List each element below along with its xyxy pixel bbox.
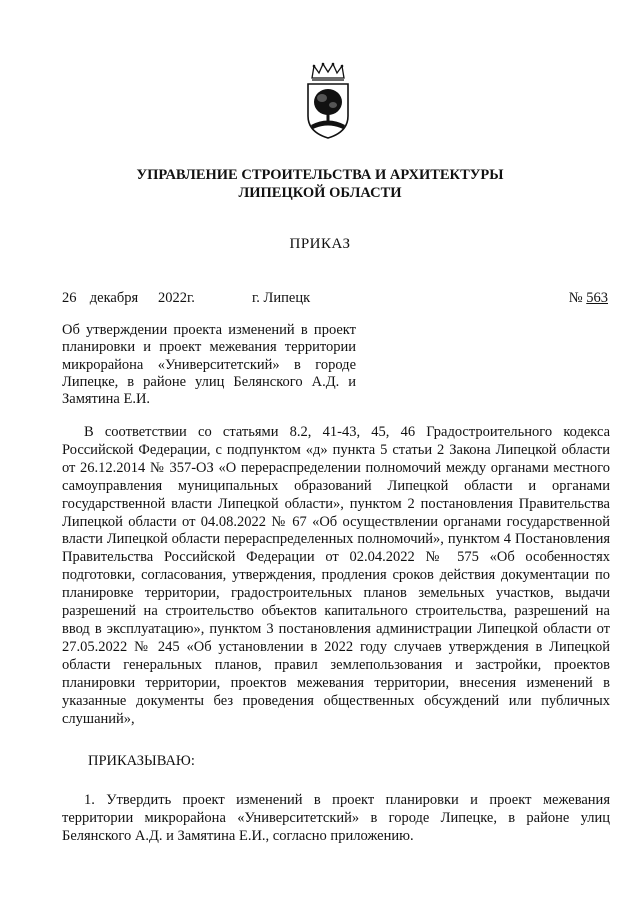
organization-name [0,166,640,202]
order-item-1: 1. Утвердить проект изменений в проект планировки и проект межевания территории микрорайона «Университетский» в городе Липецке, в районе улиц Белянского А.Д. и Замятина Е.И., согласно приложению. [62,792,610,844]
document-type-title: ПРИКАЗ [289,236,351,252]
order-word: ПРИКАЗЫВАЮ: [88,753,195,769]
org-name-line-1: УПРАВЛЕНИЕ СТРОИТЕЛЬСТВА И АРХИТЕКТУРЫ [136,167,504,183]
document-number-value: 563 [586,290,608,306]
document-date: 26 декабря 2022г. [62,290,195,306]
document-number [569,290,608,307]
document-city: г. Липецк [252,290,311,306]
lipetsk-oblast-coat-of-arms-icon [302,62,354,140]
document-subject: Об утверждении проекта изменений в проект планировки и проект межевания территории микрорайона «Университетский» в городе Липецке, в районе улиц Белянского А.Д. и Замятина Е.И. [62,322,356,408]
org-name-line-2: ЛИПЕЦКОЙ ОБЛАСТИ [238,185,402,201]
document-number-prefix: № [568,290,587,306]
preamble-paragraph: В соответствии со статьями 8.2, 41-43, 45, 46 Градостроительного кодекса Российской Федерации, с подпунктом «д» пункта 5 статьи 2 Закона Липецкой области от 26.12.2014 № 357-ОЗ «О перераспределении полномочий между органами местного самоуправления муниципальных образований Липецкой области и органами государственной власти Липецкой области», пунктом 2 постановления Правительства Липецкой области от 04.08.2022 № 67 «Об осуществлении органами государственной власти Липецкой области перераспределенных полномочий», пунктом 4 Постановления Правительства Российской Федерации от 02.04.2022 № 575 «Об особенностях подготовки, согласования, утверждения, продления сроков действия документации по планировке территории, градостроительных планов земельных участков, выдачи разрешений на строительство объектов капитального строительства, разрешений на ввод в эксплуатацию», пунктом 3 постановления администрации Липецкой области от 27.05.2022 № 245 «Об установлении в 2022 году случаев утверждения в Липецкой области генеральных планов, правил землепользования и застройки, проектов планировки территории, проектов межевания территории, внесения изменений в указанные документы без проведения общественных обсуждений или публичных слушаний», [62,424,610,727]
